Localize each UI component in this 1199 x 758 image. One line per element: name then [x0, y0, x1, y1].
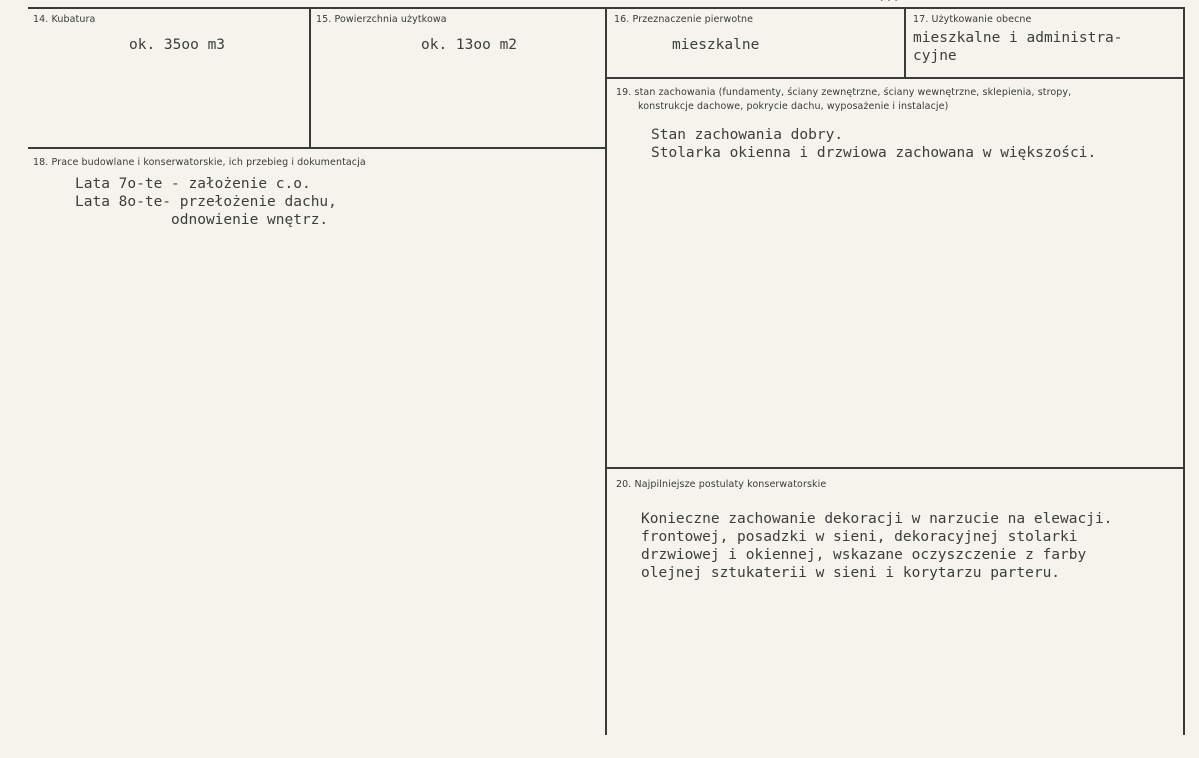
field-18-line: odnowienie wnętrz. — [75, 212, 329, 228]
field-20-line: drzwiowej i okiennej, wskazane oczyszczenie z farby — [641, 547, 1087, 563]
field-20-line: frontowej, posadzki w sieni, dekoracyjnej stolarki — [641, 529, 1078, 545]
field-16-label: 16. Przeznaczenie pierwotne — [614, 14, 754, 25]
rule-row1-left — [28, 147, 607, 149]
field-19-label-line1: 19. stan zachowania (fundamenty, ściany zewnętrzne, ściany wewnętrzne, sklepienia, stropy, — [616, 87, 1072, 98]
field-18-value — [75, 175, 337, 229]
field-18-line: Lata 8o-te- przełożenie dachu, — [75, 194, 337, 210]
field-19-line: Stolarka okienna i drzwiowa zachowana w większości. — [651, 145, 1097, 161]
field-14-label: 14. Kubatura — [33, 14, 96, 25]
field-19-line: Stan zachowania dobry. — [651, 127, 844, 143]
field-20-line: olejnej sztukaterii w sieni i korytarzu parteru. — [641, 565, 1061, 581]
field-17-value — [913, 29, 1123, 65]
field-16-value: mieszkalne — [672, 37, 760, 53]
field-20-value — [641, 510, 1112, 582]
rule-v-right — [1183, 7, 1185, 735]
field-18-label: 18. Prace budowlane i konserwatorskie, ich przebieg i dokumentacja — [33, 157, 366, 168]
rule-v-16-17 — [904, 7, 906, 79]
field-17-label: 17. Użytkowanie obecne — [913, 14, 1032, 25]
field-20-label: 20. Najpilniejsze postulaty konserwatorskie — [616, 479, 827, 490]
rule-f20-top — [607, 467, 1184, 469]
rule-v-14-15 — [309, 7, 311, 149]
field-14-value: ok. 35oo m3 — [129, 37, 226, 53]
field-15-value: ok. 13oo m2 — [421, 37, 518, 53]
field-17-line: mieszkalne i administra- — [913, 30, 1123, 46]
field-17-line: cyjne — [913, 48, 957, 64]
field-20-line: Konieczne zachowanie dekoracji w narzucie na elewacji. — [641, 511, 1113, 527]
field-18-line: Lata 7o-te - założenie c.o. — [75, 176, 311, 192]
rule-v-main — [605, 7, 607, 735]
rule-row1-right — [607, 77, 1184, 79]
field-19-value — [651, 126, 1096, 162]
field-19-label-line2: konstrukcje dachowe, pokrycie dachu, wyposażenie i instalacje) — [638, 101, 949, 112]
field-15-label: 15. Powierzchnia użytkowa — [316, 14, 447, 25]
top-cut-text: · · · — [880, 0, 898, 7]
